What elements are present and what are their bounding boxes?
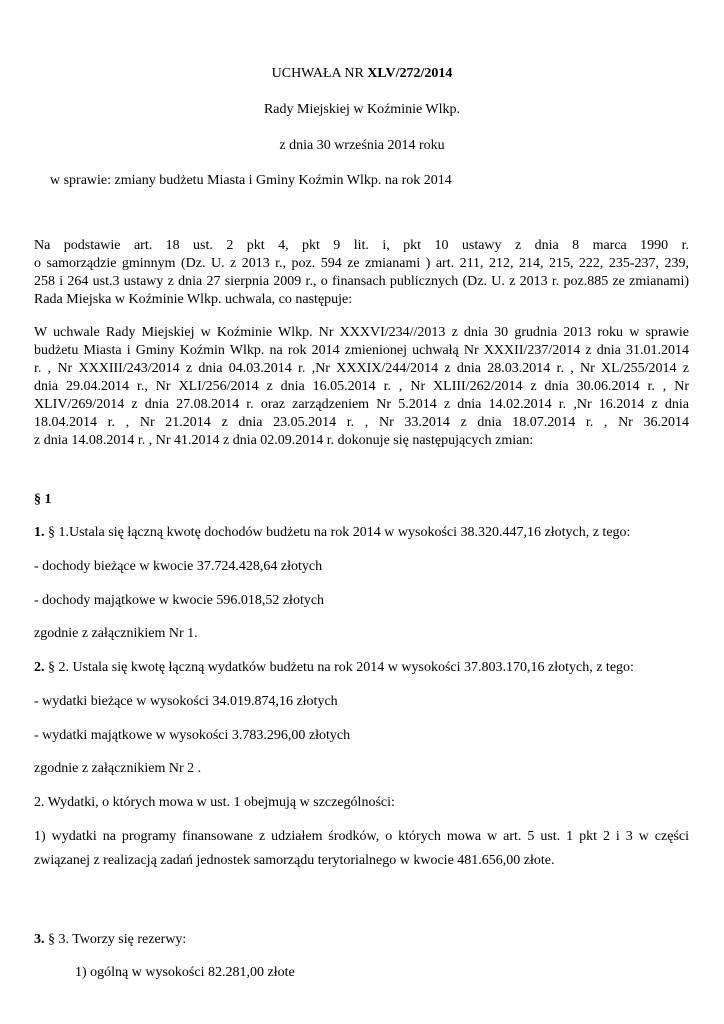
annex-1-reference: zgodnie z załącznikiem Nr 1. <box>34 626 198 641</box>
section-heading: § 1 <box>34 492 52 507</box>
general-reserve: 1) ogólną w wysokości 82.281,00 złote <box>75 965 295 980</box>
intro-line-3: r. , Nr XXXIII/243/2014 z dnia 04.03.2014 r. ,Nr XXXIX/244/2014 z dnia 28.03.2014 r. , Nr XL/255/2014 z <box>34 361 689 376</box>
intro-line-5: XLIV/269/2014 z dnia 27.08.2014 r. oraz zarządzeniem Nr 5.2014 z dnia 14.02.2014 r. ,Nr 16.2014 z dnia <box>34 397 689 412</box>
programs-expenditure-line-1: 1) wydatki na programy finansowane z udziałem środków, o których mowa w art. 5 ust. 1 pkt 2 i 3 w części <box>34 829 689 844</box>
council-name: Rady Miejskiej w Koźminie Wlkp. <box>263 102 461 117</box>
resolution-title <box>0 66 724 82</box>
title-number: XLV/272/2014 <box>367 66 453 81</box>
intro-line-7: z dnia 14.08.2014 r. , Nr 41.2014 z dnia 02.09.2014 r. dokonuje się następujących zmian: <box>34 433 534 448</box>
annex-2-reference: zgodnie z załącznikiem Nr 2 . <box>34 761 202 776</box>
preamble-line-1: Na podstawie art. 18 ust. 2 pkt 4, pkt 9 lit. i, pkt 10 ustawy z dnia 8 marca 1990 r. <box>34 238 689 253</box>
paragraph-3-number: 3. <box>34 932 45 947</box>
paragraph-2: 2. § 2. Ustala się kwotę łączną wydatków budżetu na rok 2014 w wysokości 37.803.170,16 złotych, z tego: <box>34 660 634 675</box>
preamble-line-3: 258 i 264 ust.3 ustawy z dnia 27 sierpnia 2009 r., o finansach publicznych (Dz. U. z 2013 r. poz.885 ze zmianami) <box>34 274 689 289</box>
intro-line-4: dnia 29.04.2014 r., Nr XLI/256/2014 z dnia 16.05.2014 r. , Nr XLIII/262/2014 z dnia 30.06.2014 r. , Nr <box>34 379 689 394</box>
paragraph-3: 3. § 3. Tworzy się rezerwy: <box>34 932 187 947</box>
resolution-subject: w sprawie: zmiany budżetu Miasta i Gminy Koźmin Wlkp. na rok 2014 <box>50 173 452 188</box>
paragraph-1-number: 1. <box>34 525 45 540</box>
current-revenue: - dochody bieżące w kwocie 37.724.428,64 złotych <box>34 559 323 574</box>
expenditure-details-intro: 2. Wydatki, o których mowa w ust. 1 obejmują w szczególności: <box>34 795 395 810</box>
intro-line-1: W uchwale Rady Miejskiej w Koźminie Wlkp. Nr XXXVI/234//2013 z dnia 30 grudnia 2013 roku w sprawie <box>34 325 689 340</box>
intro-line-2: budżetu Miasta i Gminy Koźmin Wlkp. na rok 2014 zmienionej uchwałą Nr XXXII/237/2014 z dnia 31.01.2014 <box>34 343 689 358</box>
preamble-line-4: Rada Miejska w Koźminie Wlkp. uchwala, co następuje: <box>34 292 353 307</box>
title-prefix: UCHWAŁA NR <box>271 66 368 81</box>
paragraph-2-number: 2. <box>34 660 45 675</box>
capital-revenue: - dochody majątkowe w kwocie 596.018,52 złotych <box>34 593 325 608</box>
intro-line-6: 18.04.2014 r. , Nr 21.2014 z dnia 23.05.2014 r. , Nr 33.2014 z dnia 18.07.2014 r. , Nr 36.2014 <box>34 415 689 430</box>
current-expenditure: - wydatki bieżące w wysokości 34.019.874,16 złotych <box>34 694 338 709</box>
resolution-date: z dnia 30 września 2014 roku <box>279 138 445 153</box>
programs-expenditure-line-2: związanej z realizacją zadań jednostek samorządu terytorialnego w kwocie 481.656,00 złote. <box>34 853 555 868</box>
paragraph-1: 1. § 1.Ustala się łączną kwotę dochodów budżetu na rok 2014 w wysokości 38.320.447,16 złotych, z tego: <box>34 525 631 540</box>
preamble-line-2: o samorządzie gminnym (Dz. U. z 2013 r., poz. 594 ze zmianami ) art. 211, 212, 214, 215, 222, 235-237, 239, <box>34 256 689 271</box>
capital-expenditure: - wydatki majątkowe w wysokości 3.783.296,00 złotych <box>34 728 351 743</box>
